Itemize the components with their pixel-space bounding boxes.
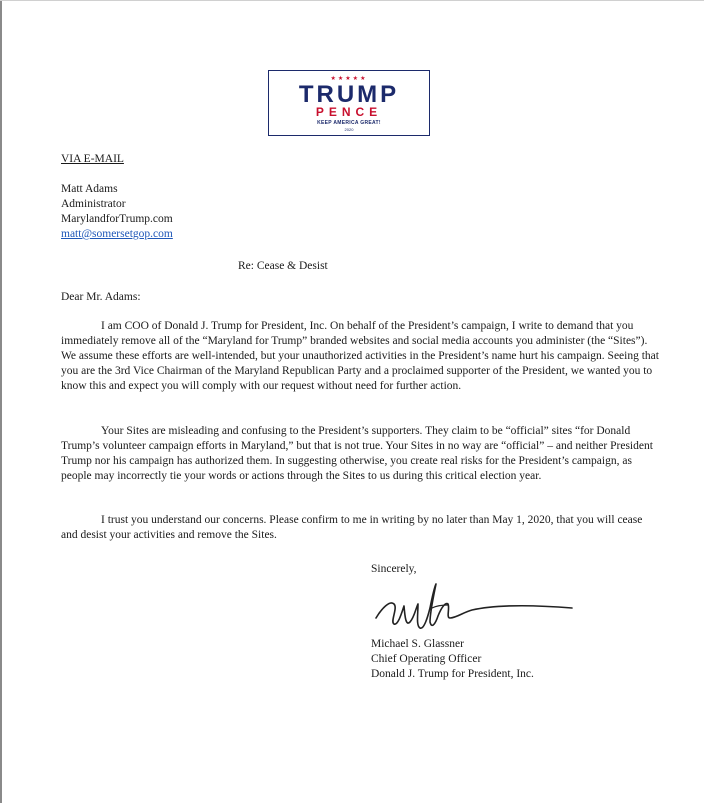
page-edge-left bbox=[0, 0, 2, 803]
handwritten-signature bbox=[372, 578, 582, 636]
recipient-block bbox=[61, 182, 173, 242]
subject-line: Re: Cease & Desist bbox=[238, 260, 328, 272]
logo-year: 2020 bbox=[344, 127, 354, 132]
body-paragraph-2: Your Sites are misleading and confusing to the President’s supporters. They claim to be “official” sites “for Donald Trump’s volunteer campaign efforts in Maryland,” but that is not true. Your Sites in no way are “official” – and neither President Trump nor his campaign has authorized them. In suggesting otherwise, you create real risks for the President’s campaign, as people may incorrectly tie your words or actions through the Sites to us during this critical election year. bbox=[61, 425, 653, 482]
signer-block bbox=[371, 637, 534, 682]
logo-tagline: KEEP AMERICA GREAT! bbox=[317, 120, 381, 126]
closing: Sincerely, bbox=[371, 563, 417, 575]
logo-trump: TRUMP bbox=[298, 81, 400, 108]
page-edge-top bbox=[0, 0, 704, 1]
signer-org: Donald J. Trump for President, Inc. bbox=[371, 668, 534, 680]
campaign-logo bbox=[268, 70, 430, 136]
logo-stars: ★★★★★ bbox=[330, 75, 368, 82]
recipient-email-link[interactable]: matt@somersetgop.com bbox=[61, 228, 173, 240]
recipient-name: Matt Adams bbox=[61, 183, 118, 195]
recipient-site: MarylandforTrump.com bbox=[61, 213, 173, 225]
logo-pence: PENCE bbox=[315, 105, 383, 119]
delivery-method: VIA E-MAIL bbox=[61, 153, 124, 165]
salutation: Dear Mr. Adams: bbox=[61, 291, 141, 303]
signer-name: Michael S. Glassner bbox=[371, 638, 464, 650]
body-paragraph-3: I trust you understand our concerns. Please confirm to me in writing by no later than May 1, 2020, that you will cease and desist your activities and remove the Sites. bbox=[61, 514, 643, 541]
signer-title: Chief Operating Officer bbox=[371, 653, 482, 665]
body-paragraph-1: I am COO of Donald J. Trump for President, Inc. On behalf of the President’s campaign, I write to demand that you immediately remove all of the “Maryland for Trump” branded websites and social media accounts you administer (the “Sites”). We assume these efforts are well-intended, but your unauthorized activities in the President’s name hurt his campaign. Seeing that you are the 3rd Vice Chairman of the Maryland Republican Party and a proclaimed supporter of the President, we wanted you to know this and expect you will comply with our request without need for further action. bbox=[61, 320, 659, 392]
recipient-title: Administrator bbox=[61, 198, 126, 210]
